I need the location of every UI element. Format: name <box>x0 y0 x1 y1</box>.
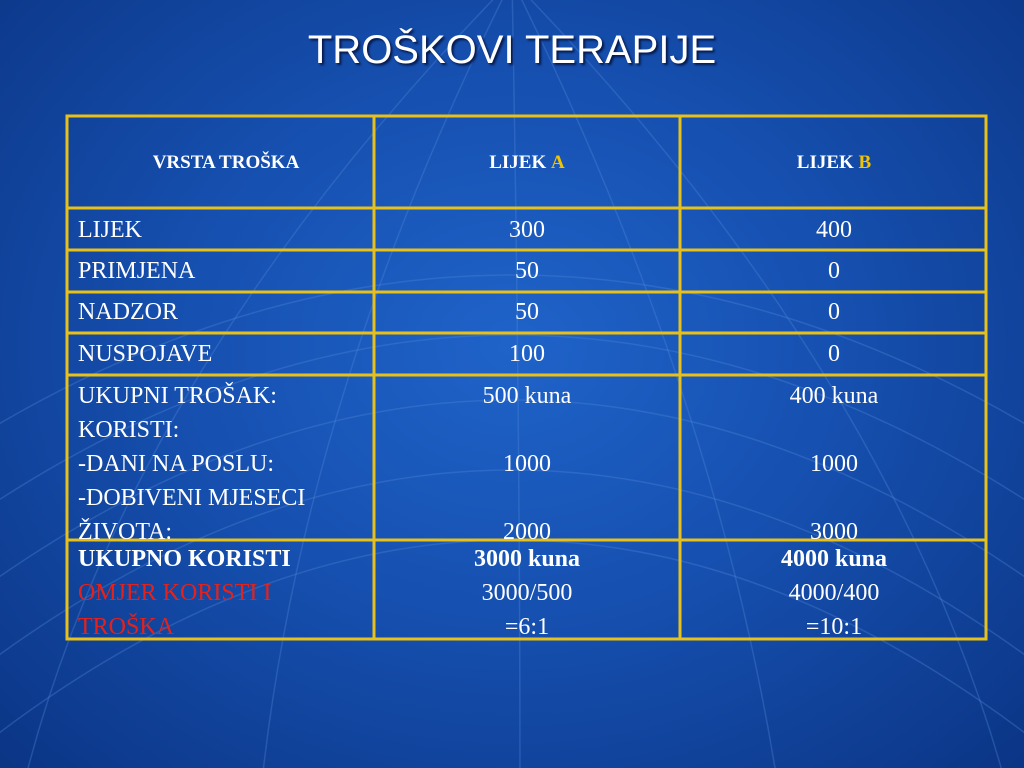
summary-total-cost-label: UKUPNI TROŠAK: <box>78 383 277 409</box>
row-side-effects-a: 100 <box>509 341 545 367</box>
header-drug-a-prefix: LIJEK <box>489 152 547 173</box>
page-title: TROŠKOVI TERAPIJE <box>307 28 717 72</box>
summary-benefits-label: KORISTI: <box>78 417 180 443</box>
summary-workdays-b: 1000 <box>810 451 858 477</box>
final-ratio-label-1: OMJER KORISTI I <box>78 580 272 606</box>
summary-blank-b <box>682 413 986 447</box>
summary-blank-a <box>375 413 679 447</box>
summary-blank2-b <box>682 481 986 515</box>
summary-workdays-label: -DANI NA POSLU: <box>78 451 275 477</box>
header-drug-a-letter: A <box>551 152 565 173</box>
summary-blank2-a <box>375 481 679 515</box>
final-ratio-b-2: =10:1 <box>805 614 863 638</box>
final-labels <box>78 542 374 638</box>
row-administration-b: 0 <box>828 258 840 284</box>
final-values-a <box>375 542 679 638</box>
final-ratio-b-1: 4000/400 <box>788 580 880 606</box>
row-administration-label: PRIMJENA <box>78 258 196 284</box>
row-side-effects-b: 0 <box>828 341 840 367</box>
summary-life-months-label: -DOBIVENI MJESECI <box>78 485 306 511</box>
final-ratio-a-1: 3000/500 <box>481 580 573 606</box>
final-total-a: 3000 kuna <box>473 546 581 572</box>
row-drug-b: 400 <box>816 217 852 243</box>
summary-life-months-b: 3000 <box>810 519 858 539</box>
summary-total-cost-b: 400 kuna <box>789 383 879 409</box>
summary-workdays-a: 1000 <box>503 451 551 477</box>
row-administration-a: 50 <box>515 258 539 284</box>
row-side-effects-label: NUSPOJAVE <box>78 341 213 367</box>
final-ratio-label-2: TROŠKA <box>78 614 175 638</box>
row-monitoring-a: 50 <box>515 299 539 325</box>
summary-values-a <box>375 379 679 539</box>
header-drug-a <box>375 120 679 206</box>
final-total-benefits-label: UKUPNO KORISTI <box>78 546 291 572</box>
row-monitoring-b: 0 <box>828 299 840 325</box>
final-ratio-a-2: =6:1 <box>504 614 550 638</box>
row-drug-label: LIJEK <box>78 217 142 243</box>
summary-life-label: ŽIVOTA: <box>78 519 173 539</box>
row-monitoring-label: NADZOR <box>78 299 178 325</box>
summary-life-months-a: 2000 <box>503 519 551 539</box>
summary-values-b <box>682 379 986 539</box>
header-cost-type: VRSTA TROŠKA <box>152 152 300 173</box>
header-drug-b-letter: B <box>858 152 872 173</box>
final-values-b <box>682 542 986 638</box>
header-drug-b-prefix: LIJEK <box>796 152 854 173</box>
header-drug-b <box>682 120 986 206</box>
row-drug-a: 300 <box>509 217 545 243</box>
summary-total-cost-a: 500 kuna <box>482 383 572 409</box>
summary-labels <box>78 379 374 539</box>
final-total-b: 4000 kuna <box>780 546 888 572</box>
